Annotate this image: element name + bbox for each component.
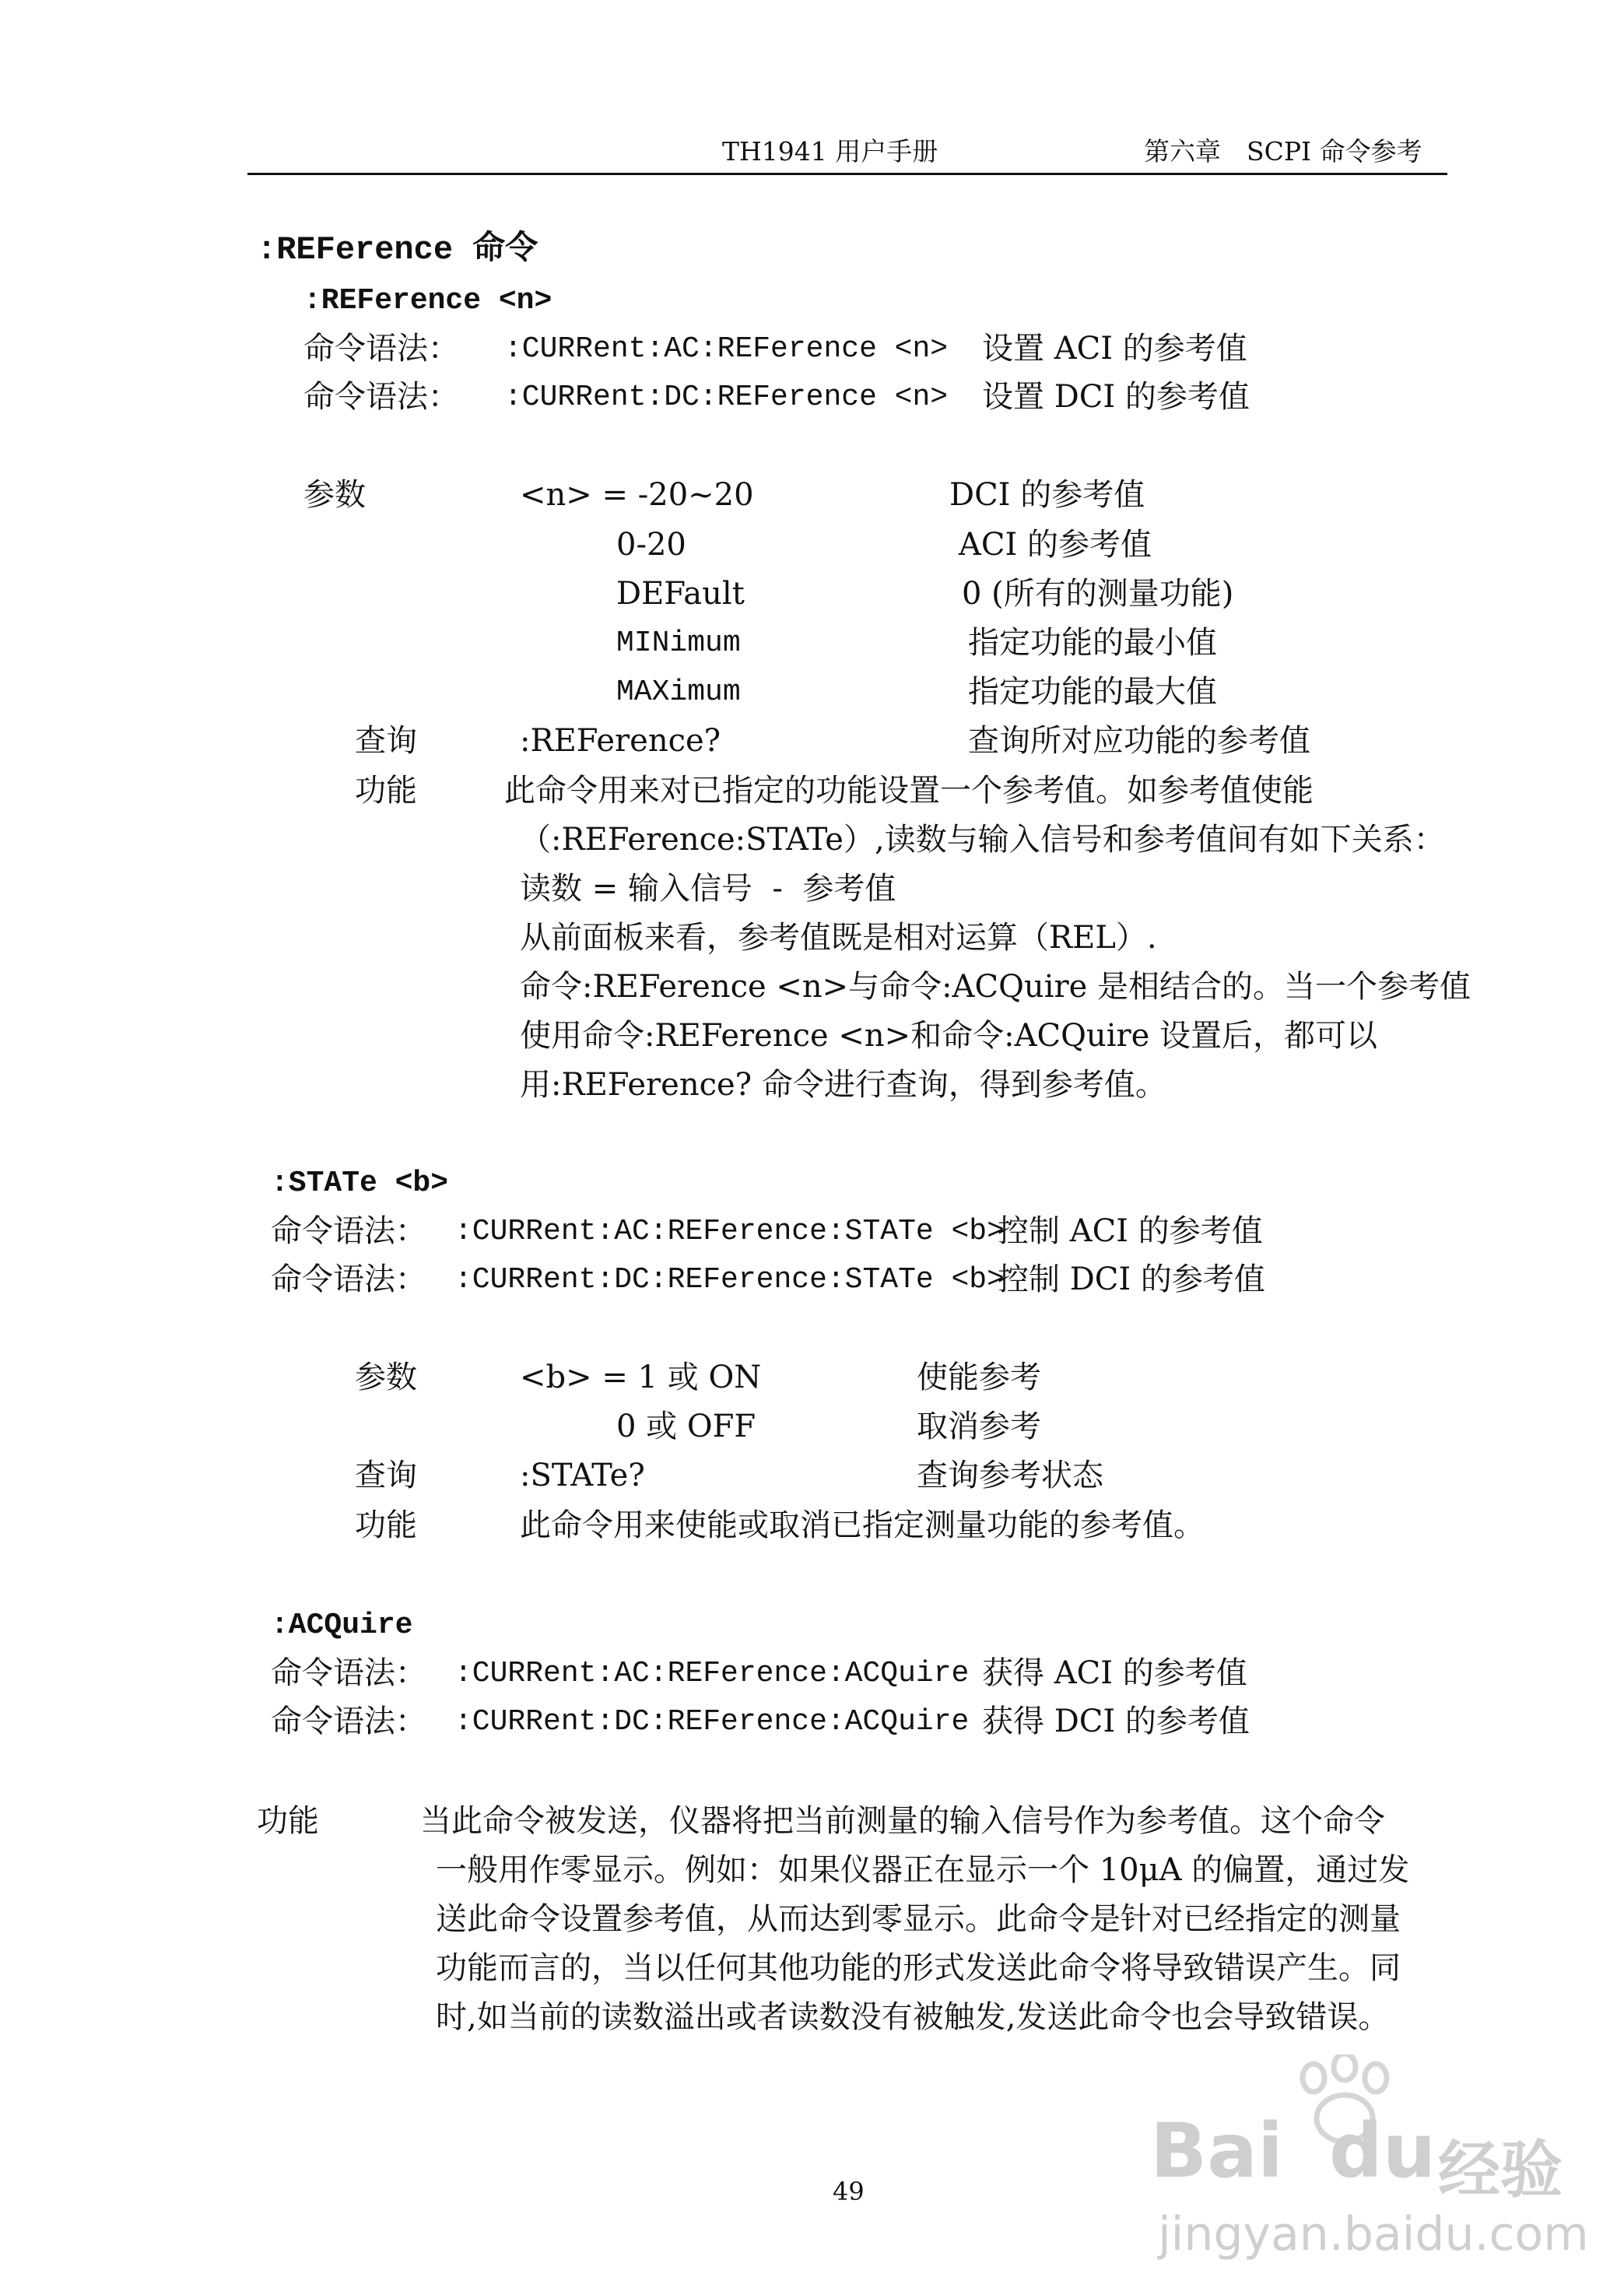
syntax-command: :CURRent:DC:REFerence <n> bbox=[504, 381, 949, 414]
watermark-url: jingyan.baidu.com bbox=[1158, 2207, 1589, 2262]
section-title-reference: :REFerence 命令 bbox=[257, 231, 538, 268]
param-description: 指定功能的最小值 bbox=[968, 625, 1217, 661]
param-description: DCI 的参考值 bbox=[949, 477, 1145, 513]
manual-title: TH1941 用户手册 bbox=[722, 136, 938, 167]
syntax-label: 命令语法： bbox=[271, 1213, 426, 1249]
function-label: 功能 bbox=[355, 773, 417, 809]
function-text-line: 此命令用来对已指定的功能设置一个参考值。如参考值使能 bbox=[504, 773, 1314, 809]
watermark-brand-cn: 经验 bbox=[1438, 2134, 1563, 2206]
syntax-command: :CURRent:AC:REFerence:ACQuire bbox=[454, 1657, 970, 1690]
param-value: DEFault bbox=[616, 576, 745, 612]
query-description: 查询参考状态 bbox=[917, 1458, 1103, 1493]
function-text-line: 从前面板来看，参考值既是相对运算（REL）. bbox=[520, 920, 1157, 956]
param-label: 参数 bbox=[355, 1360, 417, 1395]
param-value: 0-20 bbox=[616, 527, 686, 563]
function-text-line: 送此命令设置参考值，从而达到零显示。此命令是针对已经指定的测量 bbox=[436, 1901, 1401, 1937]
query-command: :REFerence? bbox=[520, 723, 721, 759]
header-rule bbox=[247, 173, 1447, 175]
syntax-description: 设置 DCI 的参考值 bbox=[982, 379, 1250, 415]
param-description: 取消参考 bbox=[917, 1409, 1041, 1444]
function-text-line: 用:REFerence? 命令进行查询，得到参考值。 bbox=[520, 1067, 1166, 1103]
chapter-title: 第六章 SCPI 命令参考 bbox=[1144, 136, 1422, 167]
param-value: MINimum bbox=[616, 626, 741, 660]
param-value: 0 或 OFF bbox=[616, 1409, 756, 1444]
param-value: <n> = -20~20 bbox=[520, 477, 754, 513]
subsection-title-reference-n: :REFerence <n> bbox=[303, 284, 552, 318]
baidu-watermark bbox=[1150, 2055, 1589, 2272]
syntax-description: 获得 ACI 的参考值 bbox=[982, 1655, 1247, 1691]
syntax-description: 获得 DCI 的参考值 bbox=[982, 1704, 1250, 1739]
watermark-brand: Bai bbox=[1150, 2107, 1283, 2195]
function-text-line: 命令:REFerence <n>与命令:ACQuire 是相结合的。当一个参考值 bbox=[520, 969, 1471, 1005]
function-text-line: 读数 = 输入信号 - 参考值 bbox=[520, 871, 896, 907]
watermark-brand-tail: du bbox=[1329, 2107, 1436, 2195]
param-value: MAXimum bbox=[616, 676, 741, 709]
syntax-description: 设置 ACI 的参考值 bbox=[982, 331, 1247, 367]
function-text-line: （:REFerence:STATe）,读数与输入信号和参考值间有如下关系： bbox=[520, 822, 1445, 858]
query-label: 查询 bbox=[355, 723, 417, 759]
syntax-command: :CURRent:DC:REFerence:ACQuire bbox=[454, 1705, 970, 1739]
function-text-line: 时,如当前的读数溢出或者读数没有被触发,发送此命令也会导致错误。 bbox=[436, 1999, 1390, 2035]
query-label: 查询 bbox=[355, 1458, 417, 1493]
function-text-line: 此命令用来使能或取消已指定测量功能的参考值。 bbox=[520, 1507, 1205, 1543]
syntax-label: 命令语法： bbox=[271, 1655, 426, 1691]
function-text-line: 当此命令被发送，仪器将把当前测量的输入信号作为参考值。这个命令 bbox=[420, 1803, 1385, 1839]
query-command: :STATe? bbox=[520, 1458, 645, 1493]
section-title-state: :STATe <b> bbox=[271, 1167, 449, 1200]
param-description: 0 (所有的测量功能) bbox=[962, 576, 1234, 612]
syntax-description: 控制 ACI 的参考值 bbox=[998, 1213, 1263, 1249]
query-description: 查询所对应功能的参考值 bbox=[968, 723, 1310, 759]
syntax-command: :CURRent:AC:REFerence:STATe <b> bbox=[454, 1215, 1005, 1248]
syntax-label: 命令语法： bbox=[303, 331, 459, 367]
param-description: ACI 的参考值 bbox=[959, 527, 1152, 563]
param-description: 使能参考 bbox=[917, 1360, 1041, 1395]
function-text-line: 使用命令:REFerence <n>和命令:ACQuire 设置后，都可以 bbox=[520, 1018, 1377, 1054]
function-label: 功能 bbox=[257, 1803, 319, 1839]
syntax-command: :CURRent:AC:REFerence <n> bbox=[504, 332, 949, 366]
page-number: 49 bbox=[833, 2177, 865, 2206]
syntax-label: 命令语法： bbox=[303, 379, 459, 415]
param-value: <b> = 1 或 ON bbox=[520, 1360, 762, 1395]
syntax-description: 控制 DCI 的参考值 bbox=[998, 1262, 1265, 1297]
function-text-line: 一般用作零显示。例如：如果仪器正在显示一个 10μA 的偏置，通过发 bbox=[436, 1852, 1410, 1888]
param-label: 参数 bbox=[303, 477, 366, 513]
function-text-line: 功能而言的，当以任何其他功能的形式发送此命令将导致错误产生。同 bbox=[436, 1950, 1401, 1986]
syntax-label: 命令语法： bbox=[271, 1262, 426, 1297]
syntax-command: :CURRent:DC:REFerence:STATe <b> bbox=[454, 1263, 1005, 1297]
syntax-label: 命令语法： bbox=[271, 1704, 426, 1739]
section-title-acquire: :ACQuire bbox=[271, 1609, 413, 1642]
param-description: 指定功能的最大值 bbox=[968, 674, 1217, 710]
function-label: 功能 bbox=[355, 1507, 417, 1543]
